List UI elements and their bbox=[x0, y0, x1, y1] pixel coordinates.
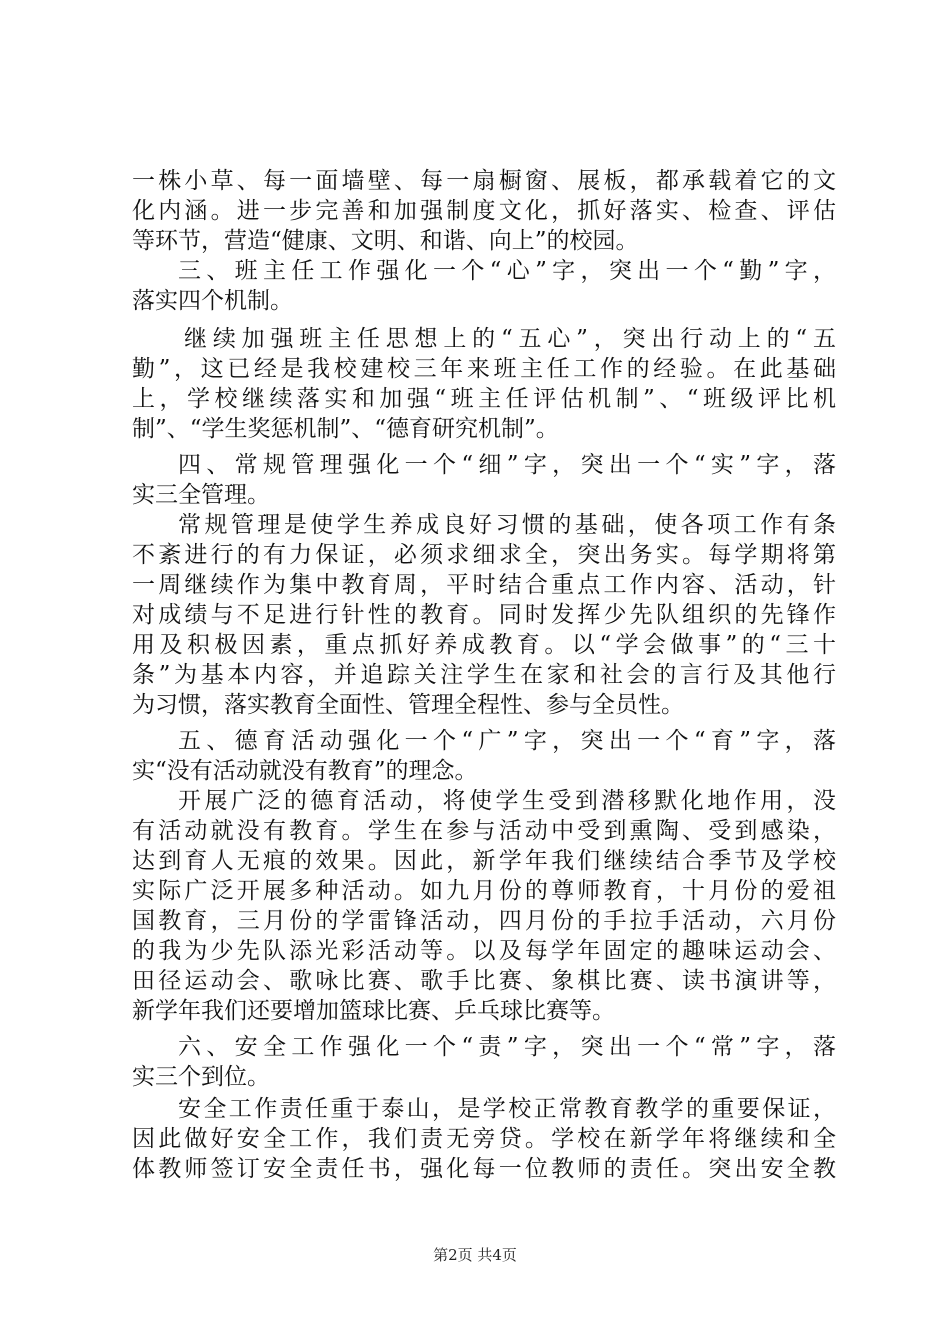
text-line: 五、德育活动强化一个“广”字，突出一个“育”字，落 bbox=[178, 728, 836, 754]
text-line: 实际广泛开展多种活动。如九月份的尊师教育，十月份的爱祖 bbox=[132, 878, 836, 904]
text-line: 安全工作责任重于泰山，是学校正常教育教学的重要保证， bbox=[178, 1096, 836, 1122]
text-line: 不紊进行的有力保证，必须求细求全，突出务实。每学期将第 bbox=[132, 542, 836, 568]
page-number: 第2页 共4页 bbox=[433, 1246, 517, 1264]
text-line: 上，学校继续落实和加强“班主任评估机制”、“班级评比机 bbox=[132, 386, 836, 412]
text-line: 六、安全工作强化一个“责”字，突出一个“常”字，落 bbox=[178, 1034, 836, 1060]
text-line: 因此做好安全工作，我们责无旁贷。学校在新学年将继续和全 bbox=[132, 1126, 836, 1152]
text-line: 制”、“学生奖惩机制”、“德育研究机制”。 bbox=[132, 416, 559, 442]
text-line: 常规管理是使学生养成良好习惯的基础，使各项工作有条 bbox=[178, 512, 836, 538]
text-line: 用及积极因素，重点抓好养成教育。以“学会做事”的“三十 bbox=[132, 632, 836, 658]
text-line: 开展广泛的德育活动，将使学生受到潜移默化地作用，没 bbox=[178, 788, 836, 814]
text-line: 国教育，三月份的学雷锋活动，四月份的手拉手活动，六月份 bbox=[132, 908, 836, 934]
text-line: 一周继续作为集中教育周，平时结合重点工作内容、活动，针 bbox=[132, 572, 836, 598]
text-line: 条”为基本内容，并追踪关注学生在家和社会的言行及其他行 bbox=[132, 662, 836, 688]
text-line: 实三全管理。 bbox=[132, 482, 270, 508]
text-line: 勤”，这已经是我校建校三年来班主任工作的经验。在此基础 bbox=[132, 356, 836, 382]
text-line: 体教师签订安全责任书，强化每一位教师的责任。突出安全教 bbox=[132, 1156, 836, 1182]
text-line: 三、班主任工作强化一个“心”字，突出一个“勤”字， bbox=[178, 258, 836, 284]
text-line: 有活动就没有教育。学生在参与活动中受到熏陶、受到感染， bbox=[132, 818, 836, 844]
text-line: 的我为少先队添光彩活动等。以及每学年固定的趣味运动会、 bbox=[132, 938, 836, 964]
text-line: 对成绩与不足进行针性的教育。同时发挥少先队组织的先锋作 bbox=[132, 602, 836, 628]
text-line: 一株小草、每一面墙壁、每一扇橱窗、展板，都承载着它的文 bbox=[132, 168, 836, 194]
text-line: 化内涵。进一步完善和加强制度文化，抓好落实、检查、评估 bbox=[132, 198, 836, 224]
text-line: 四、常规管理强化一个“细”字，突出一个“实”字，落 bbox=[178, 452, 836, 478]
text-line: 为习惯，落实教育全面性、管理全程性、参与全员性。 bbox=[132, 692, 684, 718]
text-line: 田径运动会、歌咏比赛、歌手比赛、象棋比赛、读书演讲等， bbox=[132, 968, 836, 994]
text-line: 实“没有活动就没有教育”的理念。 bbox=[132, 758, 478, 784]
text-line: 实三个到位。 bbox=[132, 1064, 270, 1090]
text-line: 等环节，营造“健康、文明、和谐、向上”的校园。 bbox=[132, 228, 639, 254]
text-line: 落实四个机制。 bbox=[132, 288, 293, 314]
text-line: 继续加强班主任思想上的“五心”，突出行动上的“五 bbox=[184, 326, 836, 352]
text-line: 新学年我们还要增加篮球比赛、乒乓球比赛等。 bbox=[132, 998, 615, 1024]
text-line: 达到育人无痕的效果。因此，新学年我们继续结合季节及学校 bbox=[132, 848, 836, 874]
